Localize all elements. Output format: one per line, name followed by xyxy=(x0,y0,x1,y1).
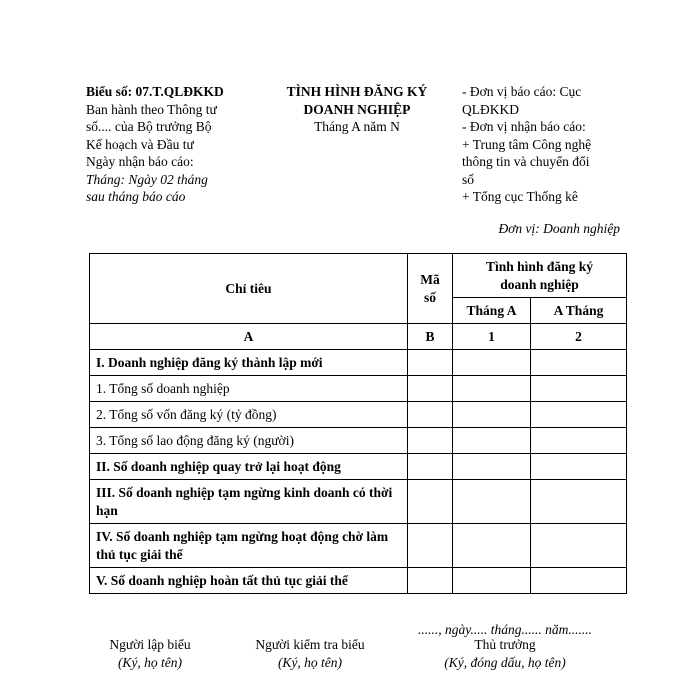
code-cell xyxy=(408,402,453,428)
header-a-months: A Tháng xyxy=(531,298,627,324)
row-label: I. Doanh nghiệp đăng ký thành lập mới xyxy=(90,350,408,376)
header-status xyxy=(453,254,627,298)
head-note: (Ký, đóng dấu, họ tên) xyxy=(444,654,566,670)
checker-title: Người kiểm tra biểu xyxy=(255,637,365,652)
header-indicator: Chỉ tiêu xyxy=(90,254,408,324)
report-title-block xyxy=(262,83,452,136)
table-row xyxy=(90,402,627,428)
header-month-a: Tháng A xyxy=(453,298,531,324)
row-label: 1. Tổng số doanh nghiệp xyxy=(90,376,408,402)
reporting-unit: QLĐKKD xyxy=(462,101,519,117)
code-cell xyxy=(408,376,453,402)
value-cell xyxy=(453,568,531,594)
unit-note: Đơn vị: Doanh nghiệp xyxy=(498,221,620,236)
value-cell xyxy=(531,480,627,524)
index-cell: 2 xyxy=(531,324,627,350)
report-units-block xyxy=(462,83,622,206)
receiving-unit: thông tin và chuyển đổi xyxy=(462,154,590,169)
issued-by-line: Kế hoạch và Đầu tư xyxy=(86,136,194,152)
receiving-unit-label: - Đơn vị nhận báo cáo: xyxy=(462,119,586,134)
report-title: DOANH NGHIỆP xyxy=(303,101,411,117)
preparer-note: (Ký, họ tên) xyxy=(117,654,183,670)
code-cell xyxy=(408,480,453,524)
value-cell xyxy=(453,402,531,428)
value-cell xyxy=(531,524,627,568)
preparer-title: Người lập biểu xyxy=(109,637,191,652)
row-label: 2. Tổng số vốn đăng ký (tỷ đồng) xyxy=(90,402,408,428)
table-row xyxy=(90,350,627,376)
value-cell xyxy=(531,454,627,480)
head-signature-block xyxy=(405,636,605,671)
issued-by-line: số.... của Bộ trưởng Bộ xyxy=(86,119,212,134)
header-status-line: doanh nghiệp xyxy=(500,276,579,292)
form-info-block xyxy=(86,83,236,206)
code-cell xyxy=(408,428,453,454)
index-cell: B xyxy=(408,324,453,350)
header-code-line: số xyxy=(423,289,436,305)
code-cell xyxy=(408,350,453,376)
report-table xyxy=(89,253,627,594)
value-cell xyxy=(531,376,627,402)
receive-date-label: Ngày nhận báo cáo: xyxy=(86,154,194,169)
header-status-line: Tình hình đăng ký xyxy=(486,258,593,274)
receiving-unit: + Trung tâm Công nghệ xyxy=(462,136,592,152)
index-cell: 1 xyxy=(453,324,531,350)
value-cell xyxy=(453,376,531,402)
table-row xyxy=(90,454,627,480)
head-title: Thủ trưởng xyxy=(474,637,536,652)
row-label: III. Số doanh nghiệp tạm ngừng kinh doanh có thời hạn xyxy=(90,480,408,524)
receiving-unit: + Tổng cục Thống kê xyxy=(462,189,578,204)
header-code xyxy=(408,254,453,324)
row-label: IV. Số doanh nghiệp tạm ngừng hoạt động chờ làm thủ tục giải thể xyxy=(90,524,408,568)
date-line: ......, ngày..... tháng...... năm....... xyxy=(418,622,592,637)
receive-date-line: sau tháng báo cáo xyxy=(86,189,186,204)
value-cell xyxy=(453,350,531,376)
code-cell xyxy=(408,454,453,480)
row-label: II. Số doanh nghiệp quay trở lại hoạt động xyxy=(90,454,408,480)
value-cell xyxy=(453,480,531,524)
header-code-line: Mã xyxy=(420,271,440,287)
row-label: 3. Tổng số lao động đăng ký (người) xyxy=(90,428,408,454)
receiving-unit: số xyxy=(462,171,475,187)
table-row xyxy=(90,524,627,568)
form-code: Biểu số: 07.T.QLĐKKD xyxy=(86,84,224,99)
value-cell xyxy=(531,568,627,594)
value-cell xyxy=(453,524,531,568)
report-title: TÌNH HÌNH ĐĂNG KÝ xyxy=(286,84,428,99)
table-row xyxy=(90,480,627,524)
checker-note: (Ký, họ tên) xyxy=(277,654,343,670)
table-row xyxy=(90,568,627,594)
index-cell: A xyxy=(90,324,408,350)
code-cell xyxy=(408,568,453,594)
checker-signature-block xyxy=(210,636,410,671)
report-period: Tháng A năm N xyxy=(314,119,400,134)
value-cell xyxy=(531,350,627,376)
reporting-unit: - Đơn vị báo cáo: Cục xyxy=(462,84,582,99)
table-row xyxy=(90,428,627,454)
code-cell xyxy=(408,524,453,568)
receive-date-line: Tháng: Ngày 02 tháng xyxy=(86,171,208,187)
value-cell xyxy=(531,402,627,428)
row-label: V. Số doanh nghiệp hoàn tất thủ tục giải thể xyxy=(90,568,408,594)
value-cell xyxy=(453,454,531,480)
table-index-row xyxy=(90,324,627,350)
issued-by-line: Ban hành theo Thông tư xyxy=(86,101,217,117)
table-row xyxy=(90,376,627,402)
value-cell xyxy=(531,428,627,454)
table-header-row xyxy=(90,254,627,298)
value-cell xyxy=(453,428,531,454)
